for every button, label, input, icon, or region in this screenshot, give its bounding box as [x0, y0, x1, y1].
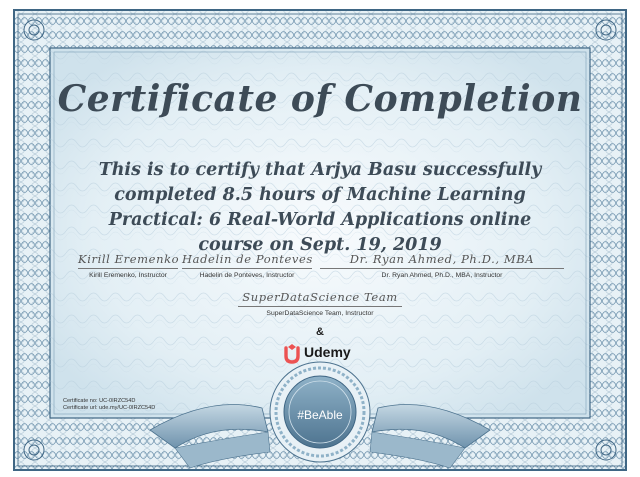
udemy-logo	[280, 342, 351, 362]
signature-block	[320, 252, 564, 279]
signature-line	[320, 268, 564, 269]
signature-line	[182, 268, 312, 269]
signature-block	[182, 252, 312, 279]
udemy-mark-spacer	[280, 342, 300, 362]
ampersand: &	[316, 326, 324, 338]
body-line: completed 8.5 hours of Machine Learning	[114, 185, 526, 205]
body-line: Practical: 6 Real-World Applications online	[108, 210, 532, 230]
certificate-body	[80, 158, 560, 258]
signature-caption: SuperDataScience Team, Instructor	[266, 310, 374, 317]
signature-caption: Hadelin de Ponteves, Instructor	[199, 272, 295, 279]
signature: Dr. Ryan Ahmed, Ph.D., MBA	[349, 252, 535, 266]
signature-line	[238, 306, 402, 307]
body-line: This is to certify that Arjya Basu successfully	[98, 160, 542, 180]
signature: Kirill Eremenko	[78, 252, 180, 266]
certificate-number: Certificate no: UC-0IRZC54D	[63, 398, 136, 404]
body-line: course on Sept. 19, 2019	[198, 235, 442, 255]
signature-caption: Kirill Eremenko, Instructor	[89, 272, 167, 279]
certificate-title: Certificate of Completion	[57, 78, 583, 120]
signature: Hadelin de Ponteves	[182, 252, 313, 266]
signature-caption: Dr. Ryan Ahmed, Ph.D., MBA, Instructor	[381, 272, 503, 279]
signature: SuperDataScience Team	[242, 290, 398, 304]
certificate-url[interactable]: Certificate url: ude.my/UC-0IRZC54D	[63, 405, 156, 412]
signature-line	[78, 268, 178, 269]
badge-label: #BeAble	[297, 408, 343, 422]
signature-block	[78, 252, 178, 279]
signature-block	[238, 290, 402, 317]
certificate-info	[63, 398, 155, 412]
udemy-wordmark: Udemy	[304, 344, 351, 360]
